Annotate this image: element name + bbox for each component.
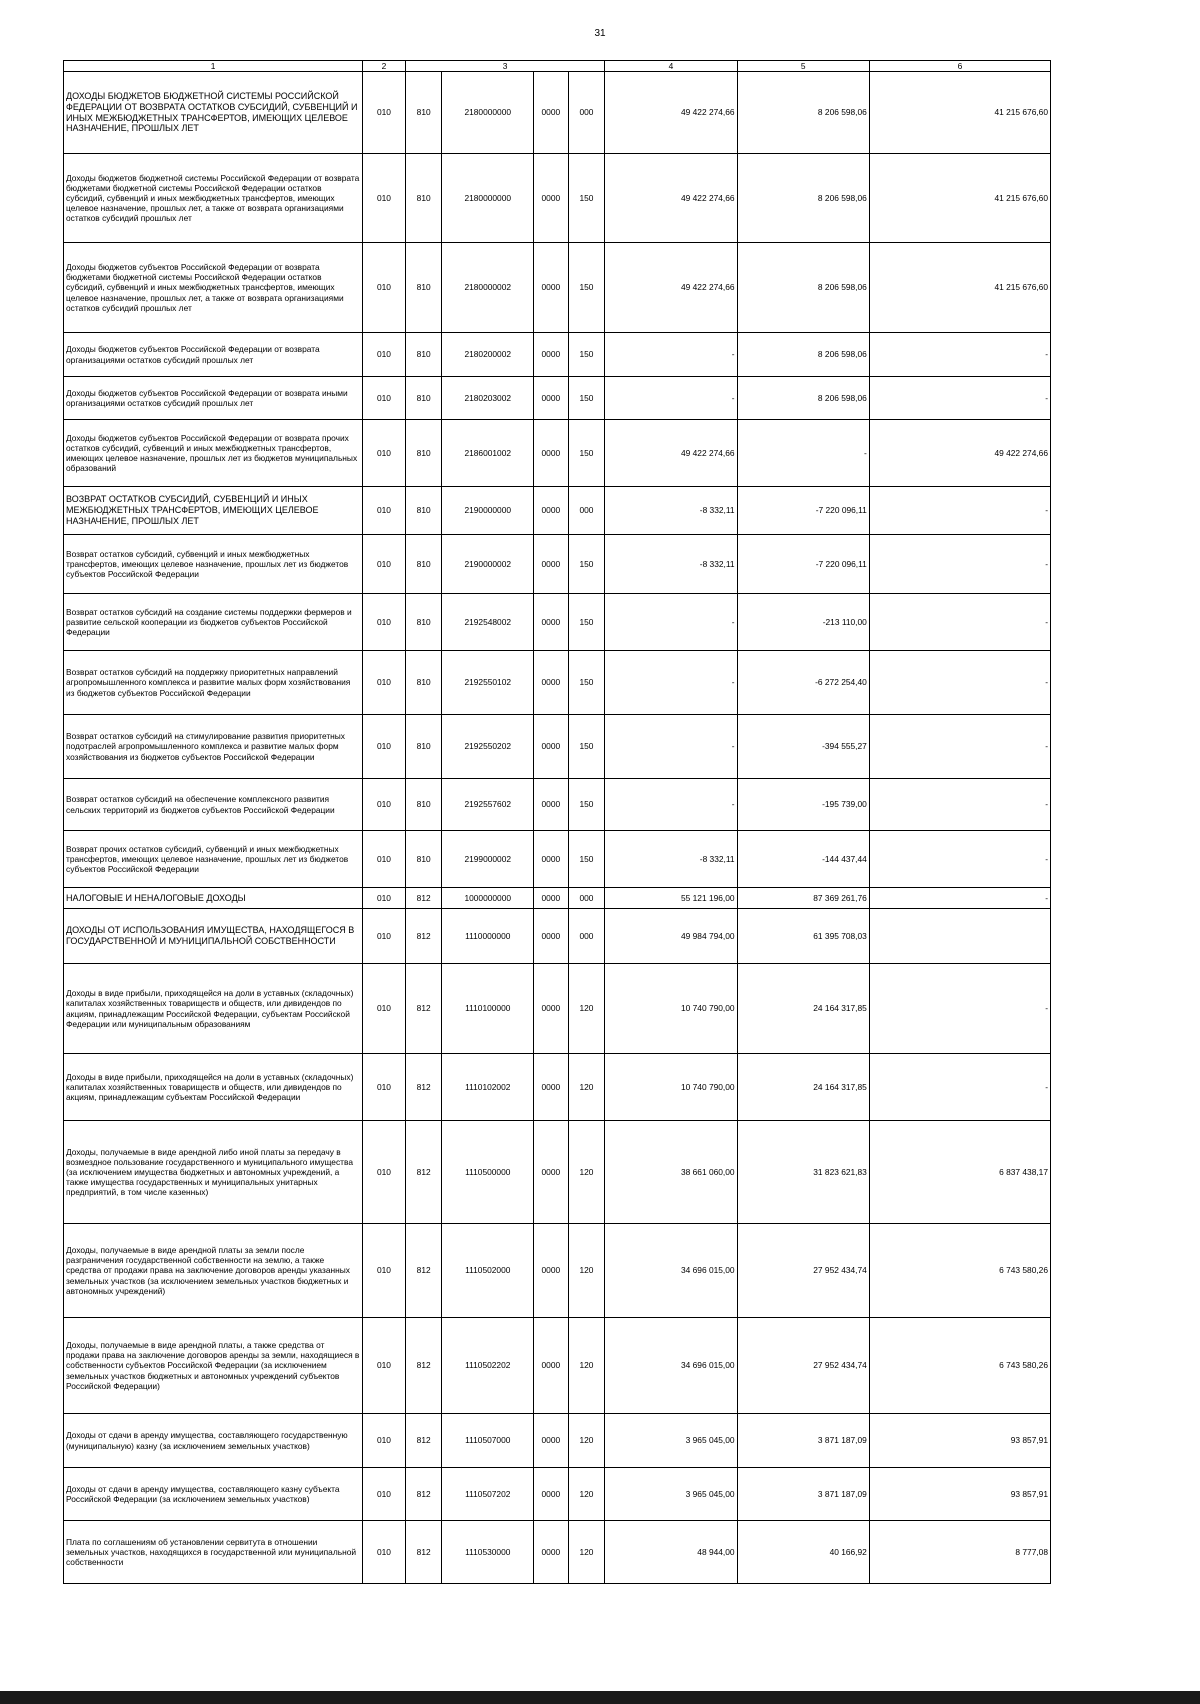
row-kosgu-code: 120 (568, 1054, 605, 1121)
row-value-col5: 24 164 317,85 (737, 1054, 869, 1121)
row-kosgu-code: 000 (568, 909, 605, 964)
row-kosgu-code: 150 (568, 154, 605, 243)
row-value-col4: - (605, 594, 737, 651)
row-line-code: 010 (363, 715, 406, 779)
table-row (64, 888, 1051, 909)
row-name-cell: Доходы, получаемые в виде арендной либо иной платы за передачу в возмездное пользование государственного и муниципального имущества (за исключением имущества бюджетных и автономных учреждений, а также имущества государственных и муниципальных унитарных предприятий, в том числе казенных) (64, 1121, 363, 1224)
row-value-col6: - (869, 651, 1050, 715)
row-name-cell: Доходы, получаемые в виде арендной платы, а также средства от продажи права на заключение договоров аренды за земли, находящиеся в собственности субъектов Российской Федерации (за исключением земельных участков бюджетных и автономных учреждений субъектов Российской Федерации) (64, 1318, 363, 1414)
row-name-cell: Плата по соглашениям об установлении сервитута в отношении земельных участков, находящихся в государственной или муниципальной собственности (64, 1521, 363, 1584)
row-subtype-code: 0000 (534, 1414, 569, 1468)
row-line-code: 010 (363, 831, 406, 888)
row-value-col5: 27 952 434,74 (737, 1224, 869, 1318)
row-value-col4: 49 422 274,66 (605, 72, 737, 154)
row-line-code: 010 (363, 594, 406, 651)
row-value-col5: -195 739,00 (737, 779, 869, 831)
row-value-col6: - (869, 831, 1050, 888)
row-subtype-code: 0000 (534, 420, 569, 487)
row-kosgu-code: 120 (568, 1224, 605, 1318)
row-subtype-code: 0000 (534, 1224, 569, 1318)
row-name-cell: Возврат остатков субсидий на создание системы поддержки фермеров и развитие сельской кооперации из бюджетов субъектов Российской Федерации (64, 594, 363, 651)
row-admin-code: 812 (405, 1414, 442, 1468)
row-income-code: 1110507000 (442, 1414, 534, 1468)
row-admin-code: 810 (405, 594, 442, 651)
row-value-col6: - (869, 1054, 1050, 1121)
row-value-col5: 31 823 621,83 (737, 1121, 869, 1224)
table-row (64, 1414, 1051, 1468)
row-income-code: 2180000000 (442, 72, 534, 154)
row-income-code: 1110502000 (442, 1224, 534, 1318)
table-row (64, 377, 1051, 420)
table-row (64, 715, 1051, 779)
row-value-col4: 34 696 015,00 (605, 1318, 737, 1414)
table-row (64, 831, 1051, 888)
row-value-col4: 38 661 060,00 (605, 1121, 737, 1224)
table-row (64, 243, 1051, 333)
row-value-col4: 3 965 045,00 (605, 1468, 737, 1521)
row-line-code: 010 (363, 964, 406, 1054)
row-income-code: 2192557602 (442, 779, 534, 831)
row-admin-code: 810 (405, 715, 442, 779)
table-row (64, 420, 1051, 487)
row-name-cell: НАЛОГОВЫЕ И НЕНАЛОГОВЫЕ ДОХОДЫ (64, 888, 363, 909)
row-value-col5: 24 164 317,85 (737, 964, 869, 1054)
row-line-code: 010 (363, 154, 406, 243)
row-value-col5: -144 437,44 (737, 831, 869, 888)
row-name-cell: Возврат остатков субсидий на обеспечение комплексного развития сельских территорий из бюджетов субъектов Российской Федерации (64, 779, 363, 831)
row-line-code: 010 (363, 1521, 406, 1584)
row-name-cell: Доходы в виде прибыли, приходящейся на доли в уставных (складочных) капиталах хозяйственных товариществ и обществ, или дивидендов по акциям, принадлежащим Российской Федерации, субъектам Российской Федерации или муниципальным образованиям (64, 964, 363, 1054)
row-value-col5: 8 206 598,06 (737, 154, 869, 243)
row-admin-code: 812 (405, 1318, 442, 1414)
row-income-code: 2186001002 (442, 420, 534, 487)
row-admin-code: 810 (405, 154, 442, 243)
row-value-col6: 8 777,08 (869, 1521, 1050, 1584)
row-admin-code: 812 (405, 964, 442, 1054)
header-col-4: 4 (605, 61, 737, 72)
row-value-col5: - (737, 420, 869, 487)
row-value-col4: 49 984 794,00 (605, 909, 737, 964)
header-col-2: 2 (363, 61, 406, 72)
header-col-3: 3 (405, 61, 604, 72)
table-row (64, 964, 1051, 1054)
row-subtype-code: 0000 (534, 535, 569, 594)
row-line-code: 010 (363, 1121, 406, 1224)
row-value-col6: 41 215 676,60 (869, 72, 1050, 154)
row-line-code: 010 (363, 420, 406, 487)
row-value-col5: 3 871 187,09 (737, 1468, 869, 1521)
header-col-1: 1 (64, 61, 363, 72)
row-value-col4: 49 422 274,66 (605, 243, 737, 333)
row-subtype-code: 0000 (534, 1521, 569, 1584)
row-income-code: 2190000002 (442, 535, 534, 594)
row-line-code: 010 (363, 651, 406, 715)
row-subtype-code: 0000 (534, 715, 569, 779)
row-line-code: 010 (363, 72, 406, 154)
row-subtype-code: 0000 (534, 651, 569, 715)
table-row (64, 1224, 1051, 1318)
row-income-code: 2192550202 (442, 715, 534, 779)
row-kosgu-code: 150 (568, 594, 605, 651)
row-income-code: 2199000002 (442, 831, 534, 888)
row-value-col6: 93 857,91 (869, 1414, 1050, 1468)
row-income-code: 2180200002 (442, 333, 534, 377)
row-admin-code: 810 (405, 243, 442, 333)
row-income-code: 1110102002 (442, 1054, 534, 1121)
row-value-col4: 10 740 790,00 (605, 964, 737, 1054)
row-value-col4: 49 422 274,66 (605, 154, 737, 243)
row-admin-code: 812 (405, 888, 442, 909)
row-value-col6: 41 215 676,60 (869, 243, 1050, 333)
table-row (64, 333, 1051, 377)
page-number: 31 (594, 28, 606, 39)
row-kosgu-code: 120 (568, 1468, 605, 1521)
row-value-col5: 8 206 598,06 (737, 333, 869, 377)
row-subtype-code: 0000 (534, 1468, 569, 1521)
row-line-code: 010 (363, 1224, 406, 1318)
row-income-code: 2180203002 (442, 377, 534, 420)
row-subtype-code: 0000 (534, 154, 569, 243)
scan-edge-bar (0, 1691, 1200, 1704)
row-income-code: 1110530000 (442, 1521, 534, 1584)
row-line-code: 010 (363, 1414, 406, 1468)
row-admin-code: 812 (405, 1521, 442, 1584)
row-value-col6: 93 857,91 (869, 1468, 1050, 1521)
row-value-col6: - (869, 964, 1050, 1054)
row-admin-code: 810 (405, 420, 442, 487)
row-income-code: 1000000000 (442, 888, 534, 909)
row-value-col5: 40 166,92 (737, 1521, 869, 1584)
table-row (64, 72, 1051, 154)
table-row (64, 154, 1051, 243)
row-kosgu-code: 120 (568, 1318, 605, 1414)
row-admin-code: 810 (405, 779, 442, 831)
row-subtype-code: 0000 (534, 888, 569, 909)
row-value-col6: - (869, 715, 1050, 779)
row-admin-code: 810 (405, 333, 442, 377)
row-line-code: 010 (363, 1468, 406, 1521)
row-line-code: 010 (363, 779, 406, 831)
header-col-6: 6 (869, 61, 1050, 72)
row-value-col5: 8 206 598,06 (737, 243, 869, 333)
row-income-code: 1110500000 (442, 1121, 534, 1224)
row-value-col6: - (869, 594, 1050, 651)
row-value-col4: - (605, 715, 737, 779)
row-income-code: 1110100000 (442, 964, 534, 1054)
row-subtype-code: 0000 (534, 487, 569, 535)
row-value-col5: -394 555,27 (737, 715, 869, 779)
row-income-code: 1110000000 (442, 909, 534, 964)
row-line-code: 010 (363, 377, 406, 420)
row-subtype-code: 0000 (534, 377, 569, 420)
row-income-code: 1110502202 (442, 1318, 534, 1414)
row-value-col4: -8 332,11 (605, 487, 737, 535)
row-value-col4: - (605, 651, 737, 715)
row-admin-code: 812 (405, 1121, 442, 1224)
table-row (64, 651, 1051, 715)
row-value-col6: - (869, 779, 1050, 831)
row-admin-code: 810 (405, 831, 442, 888)
row-name-cell: Доходы в виде прибыли, приходящейся на доли в уставных (складочных) капиталах хозяйственных товариществ и обществ, или дивидендов по акциям, принадлежащим субъектам Российской Федерации (64, 1054, 363, 1121)
row-value-col6: - (869, 333, 1050, 377)
row-income-code: 2192550102 (442, 651, 534, 715)
row-value-col6: - (869, 888, 1050, 909)
row-kosgu-code: 150 (568, 243, 605, 333)
row-kosgu-code: 150 (568, 420, 605, 487)
row-value-col6 (869, 909, 1050, 964)
row-line-code: 010 (363, 243, 406, 333)
header-col-5: 5 (737, 61, 869, 72)
row-income-code: 1110507202 (442, 1468, 534, 1521)
row-name-cell: Доходы от сдачи в аренду имущества, составляющего казну субъекта Российской Федерации (за исключением земельных участков) (64, 1468, 363, 1521)
row-line-code: 010 (363, 909, 406, 964)
row-subtype-code: 0000 (534, 779, 569, 831)
row-admin-code: 810 (405, 487, 442, 535)
table-row (64, 487, 1051, 535)
row-value-col4: - (605, 333, 737, 377)
row-value-col6: 6 743 580,26 (869, 1318, 1050, 1414)
row-name-cell: Доходы бюджетов субъектов Российской Федерации от возврата бюджетами бюджетной системы Российской Федерации остатков субсидий, субвенций и иных межбюджетных трансфертов, имеющих целевое назначение, прошлых лет, а также от возврата организациями остатков субсидий прошлых лет (64, 243, 363, 333)
row-value-col6: 49 422 274,66 (869, 420, 1050, 487)
row-line-code: 010 (363, 487, 406, 535)
table-row (64, 909, 1051, 964)
row-value-col6: 6 743 580,26 (869, 1224, 1050, 1318)
row-subtype-code: 0000 (534, 333, 569, 377)
row-line-code: 010 (363, 1318, 406, 1414)
row-admin-code: 810 (405, 377, 442, 420)
row-line-code: 010 (363, 888, 406, 909)
row-admin-code: 812 (405, 1224, 442, 1318)
row-kosgu-code: 150 (568, 779, 605, 831)
row-kosgu-code: 120 (568, 1521, 605, 1584)
row-name-cell: Доходы бюджетов субъектов Российской Федерации от возврата прочих остатков субсидий, субвенций и иных межбюджетных трансфертов, имеющих целевое назначение, прошлых лет из бюджетов муниципальных образований (64, 420, 363, 487)
row-subtype-code: 0000 (534, 831, 569, 888)
row-line-code: 010 (363, 535, 406, 594)
row-name-cell: ДОХОДЫ БЮДЖЕТОВ БЮДЖЕТНОЙ СИСТЕМЫ РОССИЙСКОЙ ФЕДЕРАЦИИ ОТ ВОЗВРАТА ОСТАТКОВ СУБСИДИЙ, СУБВЕНЦИЙ И ИНЫХ МЕЖБЮДЖЕТНЫХ ТРАНСФЕРТОВ, ИМЕЮЩИХ ЦЕЛЕВОЕ НАЗНАЧЕНИЕ, ПРОШЛЫХ ЛЕТ (64, 72, 363, 154)
row-name-cell: Доходы от сдачи в аренду имущества, составляющего государственную (муниципальную) казну (за исключением земельных участков) (64, 1414, 363, 1468)
row-name-cell: ВОЗВРАТ ОСТАТКОВ СУБСИДИЙ, СУБВЕНЦИЙ И ИНЫХ МЕЖБЮДЖЕТНЫХ ТРАНСФЕРТОВ, ИМЕЮЩИХ ЦЕЛЕВОЕ НАЗНАЧЕНИЕ, ПРОШЛЫХ ЛЕТ (64, 487, 363, 535)
row-value-col5: 61 395 708,03 (737, 909, 869, 964)
row-value-col5: 3 871 187,09 (737, 1414, 869, 1468)
table-row (64, 594, 1051, 651)
row-value-col6: 6 837 438,17 (869, 1121, 1050, 1224)
row-name-cell: Возврат остатков субсидий на поддержку приоритетных направлений агропромышленного комплекса и развитие малых форм хозяйствования из бюджетов субъектов Российской Федерации (64, 651, 363, 715)
row-kosgu-code: 120 (568, 964, 605, 1054)
row-value-col5: -7 220 096,11 (737, 535, 869, 594)
row-subtype-code: 0000 (534, 909, 569, 964)
row-name-cell: Возврат прочих остатков субсидий, субвенций и иных межбюджетных трансфертов, имеющих целевое назначение, прошлых лет из бюджетов субъектов Российской Федерации (64, 831, 363, 888)
row-subtype-code: 0000 (534, 72, 569, 154)
row-subtype-code: 0000 (534, 594, 569, 651)
row-name-cell: Доходы, получаемые в виде арендной платы за земли после разграничения государственной собственности на землю, а также средства от продажи права на заключение договоров аренды указанных земельных участков (за исключением земельных участков бюджетных и автономных учреждений) (64, 1224, 363, 1318)
row-subtype-code: 0000 (534, 964, 569, 1054)
row-admin-code: 812 (405, 909, 442, 964)
row-value-col6: - (869, 535, 1050, 594)
row-name-cell: Доходы бюджетов субъектов Российской Федерации от возврата организациями остатков субсидий прошлых лет (64, 333, 363, 377)
row-kosgu-code: 150 (568, 333, 605, 377)
row-value-col6: 41 215 676,60 (869, 154, 1050, 243)
table-row (64, 1521, 1051, 1584)
row-name-cell: Доходы бюджетов субъектов Российской Федерации от возврата иными организациями остатков субсидий прошлых лет (64, 377, 363, 420)
row-line-code: 010 (363, 1054, 406, 1121)
row-kosgu-code: 000 (568, 888, 605, 909)
row-name-cell: Возврат остатков субсидий, субвенций и иных межбюджетных трансфертов, имеющих целевое назначение, прошлых лет из бюджетов субъектов Российской Федерации (64, 535, 363, 594)
row-value-col4: 55 121 196,00 (605, 888, 737, 909)
row-value-col4: -8 332,11 (605, 831, 737, 888)
table-row (64, 1121, 1051, 1224)
row-admin-code: 810 (405, 72, 442, 154)
row-admin-code: 812 (405, 1468, 442, 1521)
row-value-col4: - (605, 377, 737, 420)
row-kosgu-code: 120 (568, 1414, 605, 1468)
table-row (64, 1054, 1051, 1121)
row-kosgu-code: 150 (568, 377, 605, 420)
row-subtype-code: 0000 (534, 1318, 569, 1414)
row-subtype-code: 0000 (534, 1054, 569, 1121)
row-name-cell: Возврат остатков субсидий на стимулирование развития приоритетных подотраслей агропромышленного комплекса и развитие малых форм хозяйствования из бюджетов субъектов Российской Федерации (64, 715, 363, 779)
table-row (64, 535, 1051, 594)
row-value-col5: 8 206 598,06 (737, 377, 869, 420)
row-kosgu-code: 150 (568, 535, 605, 594)
row-kosgu-code: 000 (568, 72, 605, 154)
table-row (64, 1318, 1051, 1414)
row-subtype-code: 0000 (534, 1121, 569, 1224)
table-row (64, 1468, 1051, 1521)
row-income-code: 2180000002 (442, 243, 534, 333)
row-value-col4: 10 740 790,00 (605, 1054, 737, 1121)
row-income-code: 2190000000 (442, 487, 534, 535)
row-value-col5: 8 206 598,06 (737, 72, 869, 154)
row-value-col4: 34 696 015,00 (605, 1224, 737, 1318)
row-value-col4: -8 332,11 (605, 535, 737, 594)
row-income-code: 2192548002 (442, 594, 534, 651)
row-kosgu-code: 150 (568, 715, 605, 779)
income-report-table (63, 60, 1051, 1584)
table-row (64, 779, 1051, 831)
row-name-cell: Доходы бюджетов бюджетной системы Российской Федерации от возврата бюджетами бюджетной системы Российской Федерации остатков субсидий, субвенций и иных межбюджетных трансфертов, имеющих целевое назначение, прошлых лет, а также от возврата организациями остатков субсидий прошлых лет (64, 154, 363, 243)
row-line-code: 010 (363, 333, 406, 377)
table-body (64, 72, 1051, 1584)
row-kosgu-code: 150 (568, 831, 605, 888)
row-kosgu-code: 120 (568, 1121, 605, 1224)
row-subtype-code: 0000 (534, 243, 569, 333)
row-value-col4: 49 422 274,66 (605, 420, 737, 487)
row-value-col4: - (605, 779, 737, 831)
row-value-col6: - (869, 377, 1050, 420)
row-value-col5: -7 220 096,11 (737, 487, 869, 535)
row-value-col4: 48 944,00 (605, 1521, 737, 1584)
row-value-col5: 87 369 261,76 (737, 888, 869, 909)
row-kosgu-code: 000 (568, 487, 605, 535)
row-name-cell: ДОХОДЫ ОТ ИСПОЛЬЗОВАНИЯ ИМУЩЕСТВА, НАХОДЯЩЕГОСЯ В ГОСУДАРСТВЕННОЙ И МУНИЦИПАЛЬНОЙ СОБСТВЕННОСТИ (64, 909, 363, 964)
row-value-col5: -213 110,00 (737, 594, 869, 651)
header-row (64, 61, 1051, 72)
row-value-col5: -6 272 254,40 (737, 651, 869, 715)
row-income-code: 2180000000 (442, 154, 534, 243)
row-admin-code: 810 (405, 535, 442, 594)
row-admin-code: 810 (405, 651, 442, 715)
row-value-col4: 3 965 045,00 (605, 1414, 737, 1468)
row-admin-code: 812 (405, 1054, 442, 1121)
row-kosgu-code: 150 (568, 651, 605, 715)
row-value-col5: 27 952 434,74 (737, 1318, 869, 1414)
row-value-col6: - (869, 487, 1050, 535)
